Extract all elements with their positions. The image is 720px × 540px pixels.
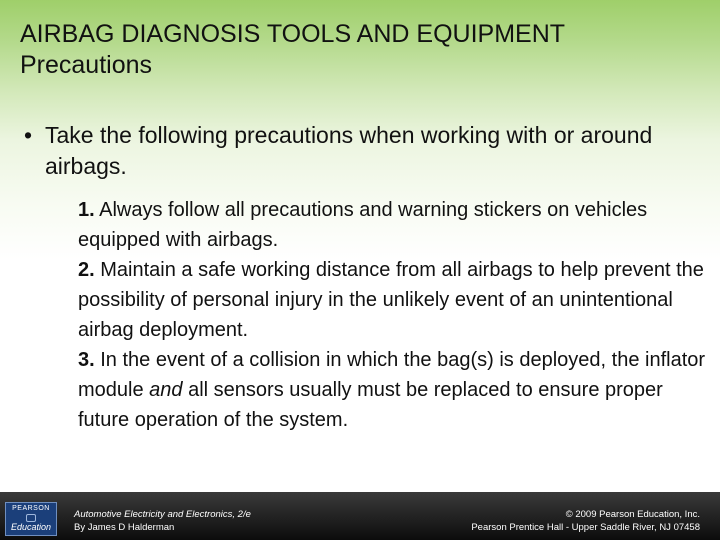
footer-publisher-info bbox=[471, 508, 700, 534]
list-item-text: In the event of a collision in which the bag(s) is deployed, the inflator module bbox=[78, 349, 706, 401]
list-item bbox=[78, 345, 708, 435]
slide-footer bbox=[0, 492, 720, 540]
bullet-dot: • bbox=[24, 122, 33, 148]
list-item-number: 3. bbox=[78, 349, 95, 371]
list-item bbox=[78, 195, 708, 255]
list-item-text: Always follow all precautions and warning stickers on vehicles equipped with airbags. bbox=[78, 199, 648, 251]
footer-copyright: © 2009 Pearson Education, Inc. bbox=[565, 509, 700, 520]
title-main: AIRBAG DIAGNOSIS TOOLS AND EQUIPMENT bbox=[20, 20, 566, 48]
footer-book-title: Automotive Electricity and Electronics, 2/e bbox=[74, 509, 251, 520]
list-item-text: Maintain a safe working distance from all airbags to help prevent the possibility of personal injury in the unlikely event of an unintentional airbag deployment. bbox=[78, 259, 704, 341]
footer-book-info bbox=[74, 508, 251, 534]
list-item-number: 1. bbox=[78, 199, 95, 221]
list-item-emphasis: and bbox=[149, 379, 183, 401]
logo-bottom-text: Education bbox=[10, 522, 52, 532]
pearson-logo bbox=[5, 502, 57, 536]
list-item-text-continued: all sensors usually must be replaced to ensure proper future operation of the system. bbox=[78, 379, 663, 431]
list-item bbox=[78, 255, 708, 345]
slide-title bbox=[20, 19, 700, 81]
bullet-text: Take the following precautions when working with or around airbags. bbox=[45, 122, 653, 179]
footer-author: By James D Halderman bbox=[74, 522, 175, 533]
footer-publisher: Pearson Prentice Hall - Upper Saddle River, NJ 07458 bbox=[471, 522, 700, 533]
title-subtitle: Precautions bbox=[20, 51, 153, 79]
logo-mark-icon bbox=[26, 514, 36, 522]
precautions-list bbox=[78, 195, 708, 435]
logo-top-text: PEARSON bbox=[12, 505, 50, 512]
main-bullet bbox=[24, 120, 704, 182]
list-item-number: 2. bbox=[78, 259, 95, 281]
